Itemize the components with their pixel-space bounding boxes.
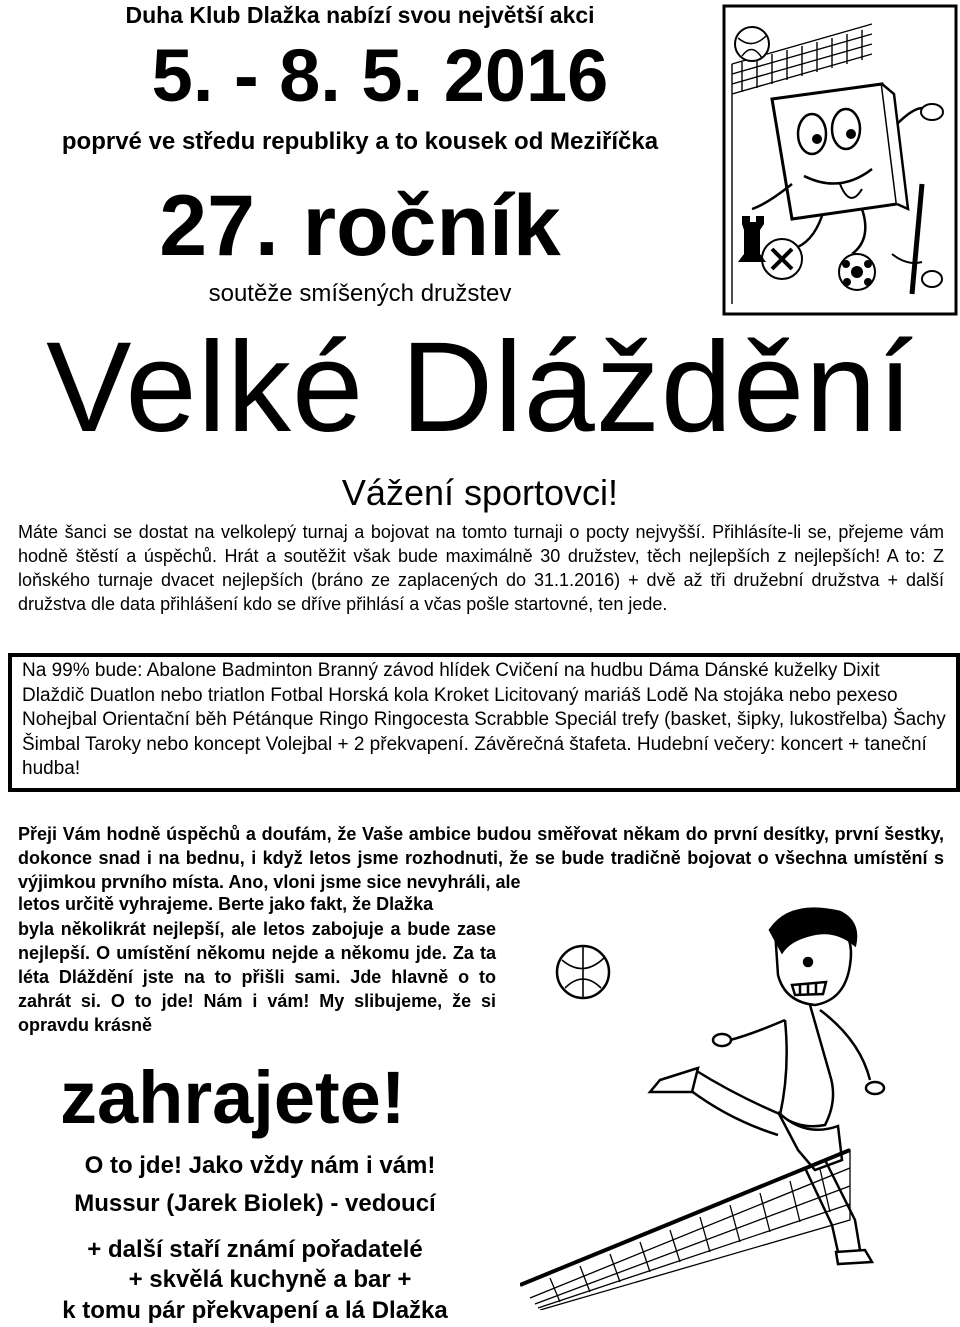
organizers-line: + další staří známí pořadatelé xyxy=(87,1236,423,1263)
competition-subtitle: soutěže smíšených družstev xyxy=(208,280,512,307)
promise-paragraph: byla několikrát nejlepší, ale letos zabojuje a bude zase nejlepší. O umístění někomu nejde a někomu jde. Za ta léta Dláždění jste na to přišli sami. Jde hlavně o to zahrát si. O to jde! Nám i vám! My slibujeme, že si opravdu krásně xyxy=(18,919,496,1035)
cheer-line: O to jde! Jako vždy nám i vám! xyxy=(84,1152,436,1179)
event-dates: 5. - 8. 5. 2016 xyxy=(151,34,609,117)
event-title: Velké Dláždění xyxy=(46,316,914,459)
big-word: zahrajete! xyxy=(60,1056,406,1139)
kitchen-line: + skvělá kuchyně a bar + xyxy=(128,1266,412,1293)
edition-heading: 27. ročník xyxy=(159,178,561,274)
footvolley-player-illustration xyxy=(520,890,940,1310)
wishes-paragraph-end: letos určitě vyhrajeme. Berte jako fakt, že Dlažka xyxy=(18,894,434,914)
surprise-line: k tomu pár překvapení a lá Dlažka xyxy=(62,1297,448,1324)
disciplines-box: Na 99% bude: Abalone Badminton Branný závod hlídek Cvičení na hudbu Dáma Dánské kuželky Dixit Dlaždič Duatlon nebo triatlon Fotbal Horská kola Kroket Licitovaný mariáš Lodě Na stojáka nebo pexeso Nohejbal Orientační běh Pétánque Ringo Ringocesta Scrabble Speciál trefy (basket, šipky, lukostřelba) Šachy Šimbal Taroky nebo koncept Volejbal + 2 překvapení. Závěrečná štafeta. Hudební večery: koncert + taneční hudba! xyxy=(8,653,960,792)
wishes-paragraph: Přeji Vám hodně úspěchů a doufám, že Vaše ambice budou směřovat někam do první desítky, první šestky, dokonce snad i na bednu, i když letos jsme rozhodnuti, že se bude tradičně bojovat o všechna umístění s výjimkou prvního místa. Ano, vloni jsme sice nevyhráli, ale xyxy=(18,824,944,892)
intro-line: Duha Klub Dlažka nabízí svou největší akci xyxy=(125,2,595,28)
location-line: poprvé ve středu republiky a to kousek od Meziříčka xyxy=(61,128,659,155)
leader-line: Mussur (Jarek Biolek) - vedoucí xyxy=(74,1190,436,1217)
tile-mascot-illustration xyxy=(722,4,958,316)
invitation-paragraph: Máte šanci se dostat na velkolepý turnaj a bojovat na tomto turnaji o pocty nejvyšší. Přihlásíte-li se, přejeme vám hodně štěstí a úspěchů. Hrát a soutěžit však bude maximálně 30 družstev, těch nejlepších z nejlepších! A to: Z loňského turnaje dvacet nejlepších (bráno ze zaplacených do 31.1.2016) + dvě až tři družební družstva + další družstva dle data přihlášení kdo se dříve přihlásí a včas pošle startovné, ten jede. xyxy=(18,522,944,614)
greeting: Vážení sportovci! xyxy=(341,472,619,513)
